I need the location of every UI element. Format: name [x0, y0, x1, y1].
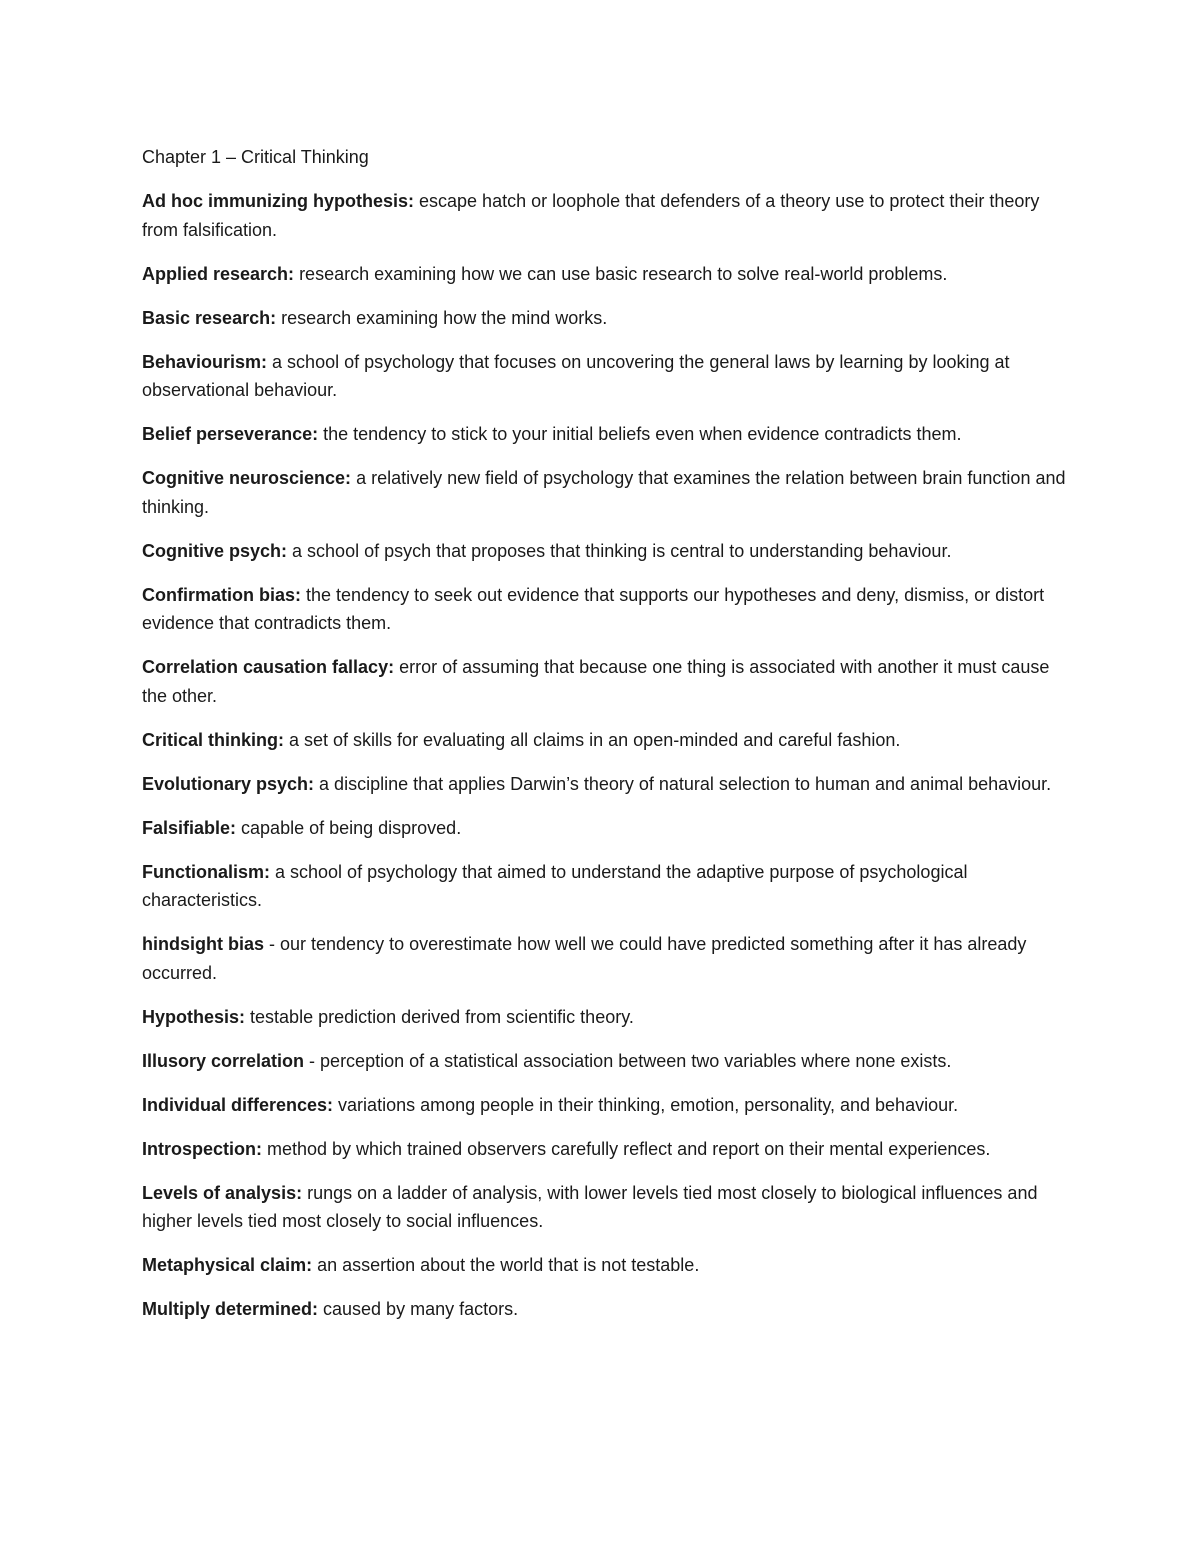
glossary-entry [142, 420, 1067, 449]
document-page [142, 143, 1067, 1339]
glossary-entry [142, 726, 1067, 755]
glossary-entry [142, 537, 1067, 566]
glossary-term: Evolutionary psych: [142, 773, 315, 794]
glossary-entry [142, 930, 1067, 987]
glossary-entry [142, 770, 1067, 799]
glossary-definition: - perception of a statistical association between two variables where none exists. [304, 1050, 952, 1071]
glossary-entry [142, 1251, 1067, 1280]
glossary-term: Behaviourism: [142, 351, 268, 372]
glossary-definition: error of assuming that because one thing is associated with another it must cause the other. [142, 657, 1050, 706]
glossary-definition: research examining how we can use basic research to solve real-world problems. [294, 263, 948, 284]
glossary-entry [142, 1091, 1067, 1120]
glossary-definition: caused by many factors. [318, 1299, 519, 1319]
glossary-definition: the tendency to stick to your initial beliefs even when evidence contradicts them. [318, 424, 962, 444]
glossary-entry [142, 581, 1067, 638]
glossary-entry [142, 1179, 1067, 1236]
glossary-definition: research examining how the mind works. [276, 307, 608, 328]
glossary-list [142, 187, 1067, 1324]
glossary-entry [142, 187, 1067, 244]
glossary-entry [142, 464, 1067, 521]
glossary-term: Cognitive neuroscience: [142, 468, 352, 488]
glossary-term: hindsight bias [142, 934, 265, 954]
glossary-term: Falsifiable: [142, 817, 237, 838]
glossary-definition: method by which trained observers carefully reflect and report on their mental experiences. [262, 1138, 991, 1159]
glossary-term: Applied research: [142, 263, 295, 284]
glossary-definition: capable of being disproved. [236, 817, 462, 838]
glossary-term: Functionalism: [142, 861, 271, 882]
glossary-term: Cognitive psych: [142, 540, 288, 561]
glossary-definition: a school of psych that proposes that thinking is central to understanding behaviour. [287, 540, 952, 561]
glossary-entry [142, 1135, 1067, 1164]
document-title: Chapter 1 – Critical Thinking [142, 147, 369, 167]
glossary-definition: - our tendency to overestimate how well we could have predicted something after it has already occurred. [142, 934, 1027, 983]
glossary-definition: a school of psychology that aimed to understand the adaptive purpose of psychological characteristics. [142, 861, 968, 910]
glossary-term: Introspection: [142, 1138, 262, 1159]
glossary-entry [142, 1047, 1067, 1076]
glossary-definition: testable prediction derived from scientific theory. [245, 1006, 634, 1027]
glossary-definition: a relatively new field of psychology that examines the relation between brain function and thinking. [142, 468, 1066, 517]
glossary-entry [142, 1295, 1067, 1324]
glossary-entry [142, 304, 1067, 333]
glossary-definition: a school of psychology that focuses on uncovering the general laws by learning by looking at observational behaviour. [142, 351, 1010, 400]
glossary-entry [142, 1003, 1067, 1032]
glossary-term: Metaphysical claim: [142, 1255, 313, 1275]
glossary-definition: rungs on a ladder of analysis, with lower levels tied most closely to biological influences and higher levels tied most closely to social influences. [142, 1182, 1038, 1231]
glossary-term: Basic research: [142, 307, 277, 328]
glossary-definition: a discipline that applies Darwin’s theory of natural selection to human and animal behaviour. [314, 773, 1052, 794]
glossary-definition: escape hatch or loophole that defenders of a theory use to protect their theory from falsification. [142, 191, 1040, 240]
glossary-definition: an assertion about the world that is not testable. [312, 1255, 700, 1275]
glossary-definition: the tendency to seek out evidence that supports our hypotheses and deny, dismiss, or distort evidence that contradicts them. [142, 584, 1045, 633]
glossary-entry [142, 814, 1067, 843]
glossary-term: Ad hoc immunizing hypothesis: [142, 191, 415, 211]
glossary-term: Belief perseverance: [142, 424, 319, 444]
glossary-term: Correlation causation fallacy: [142, 657, 395, 677]
glossary-entry [142, 858, 1067, 915]
glossary-term: Multiply determined: [142, 1299, 319, 1319]
glossary-term: Confirmation bias: [142, 584, 302, 605]
glossary-definition: variations among people in their thinking, emotion, personality, and behaviour. [333, 1094, 959, 1115]
glossary-definition: a set of skills for evaluating all claims in an open-minded and careful fashion. [284, 729, 901, 750]
glossary-term: Individual differences: [142, 1094, 334, 1115]
glossary-entry [142, 260, 1067, 289]
glossary-entry [142, 348, 1067, 405]
glossary-term: Levels of analysis: [142, 1182, 303, 1203]
glossary-term: Illusory correlation [142, 1050, 305, 1071]
glossary-entry [142, 653, 1067, 710]
glossary-term: Hypothesis: [142, 1006, 246, 1027]
glossary-term: Critical thinking: [142, 729, 285, 750]
